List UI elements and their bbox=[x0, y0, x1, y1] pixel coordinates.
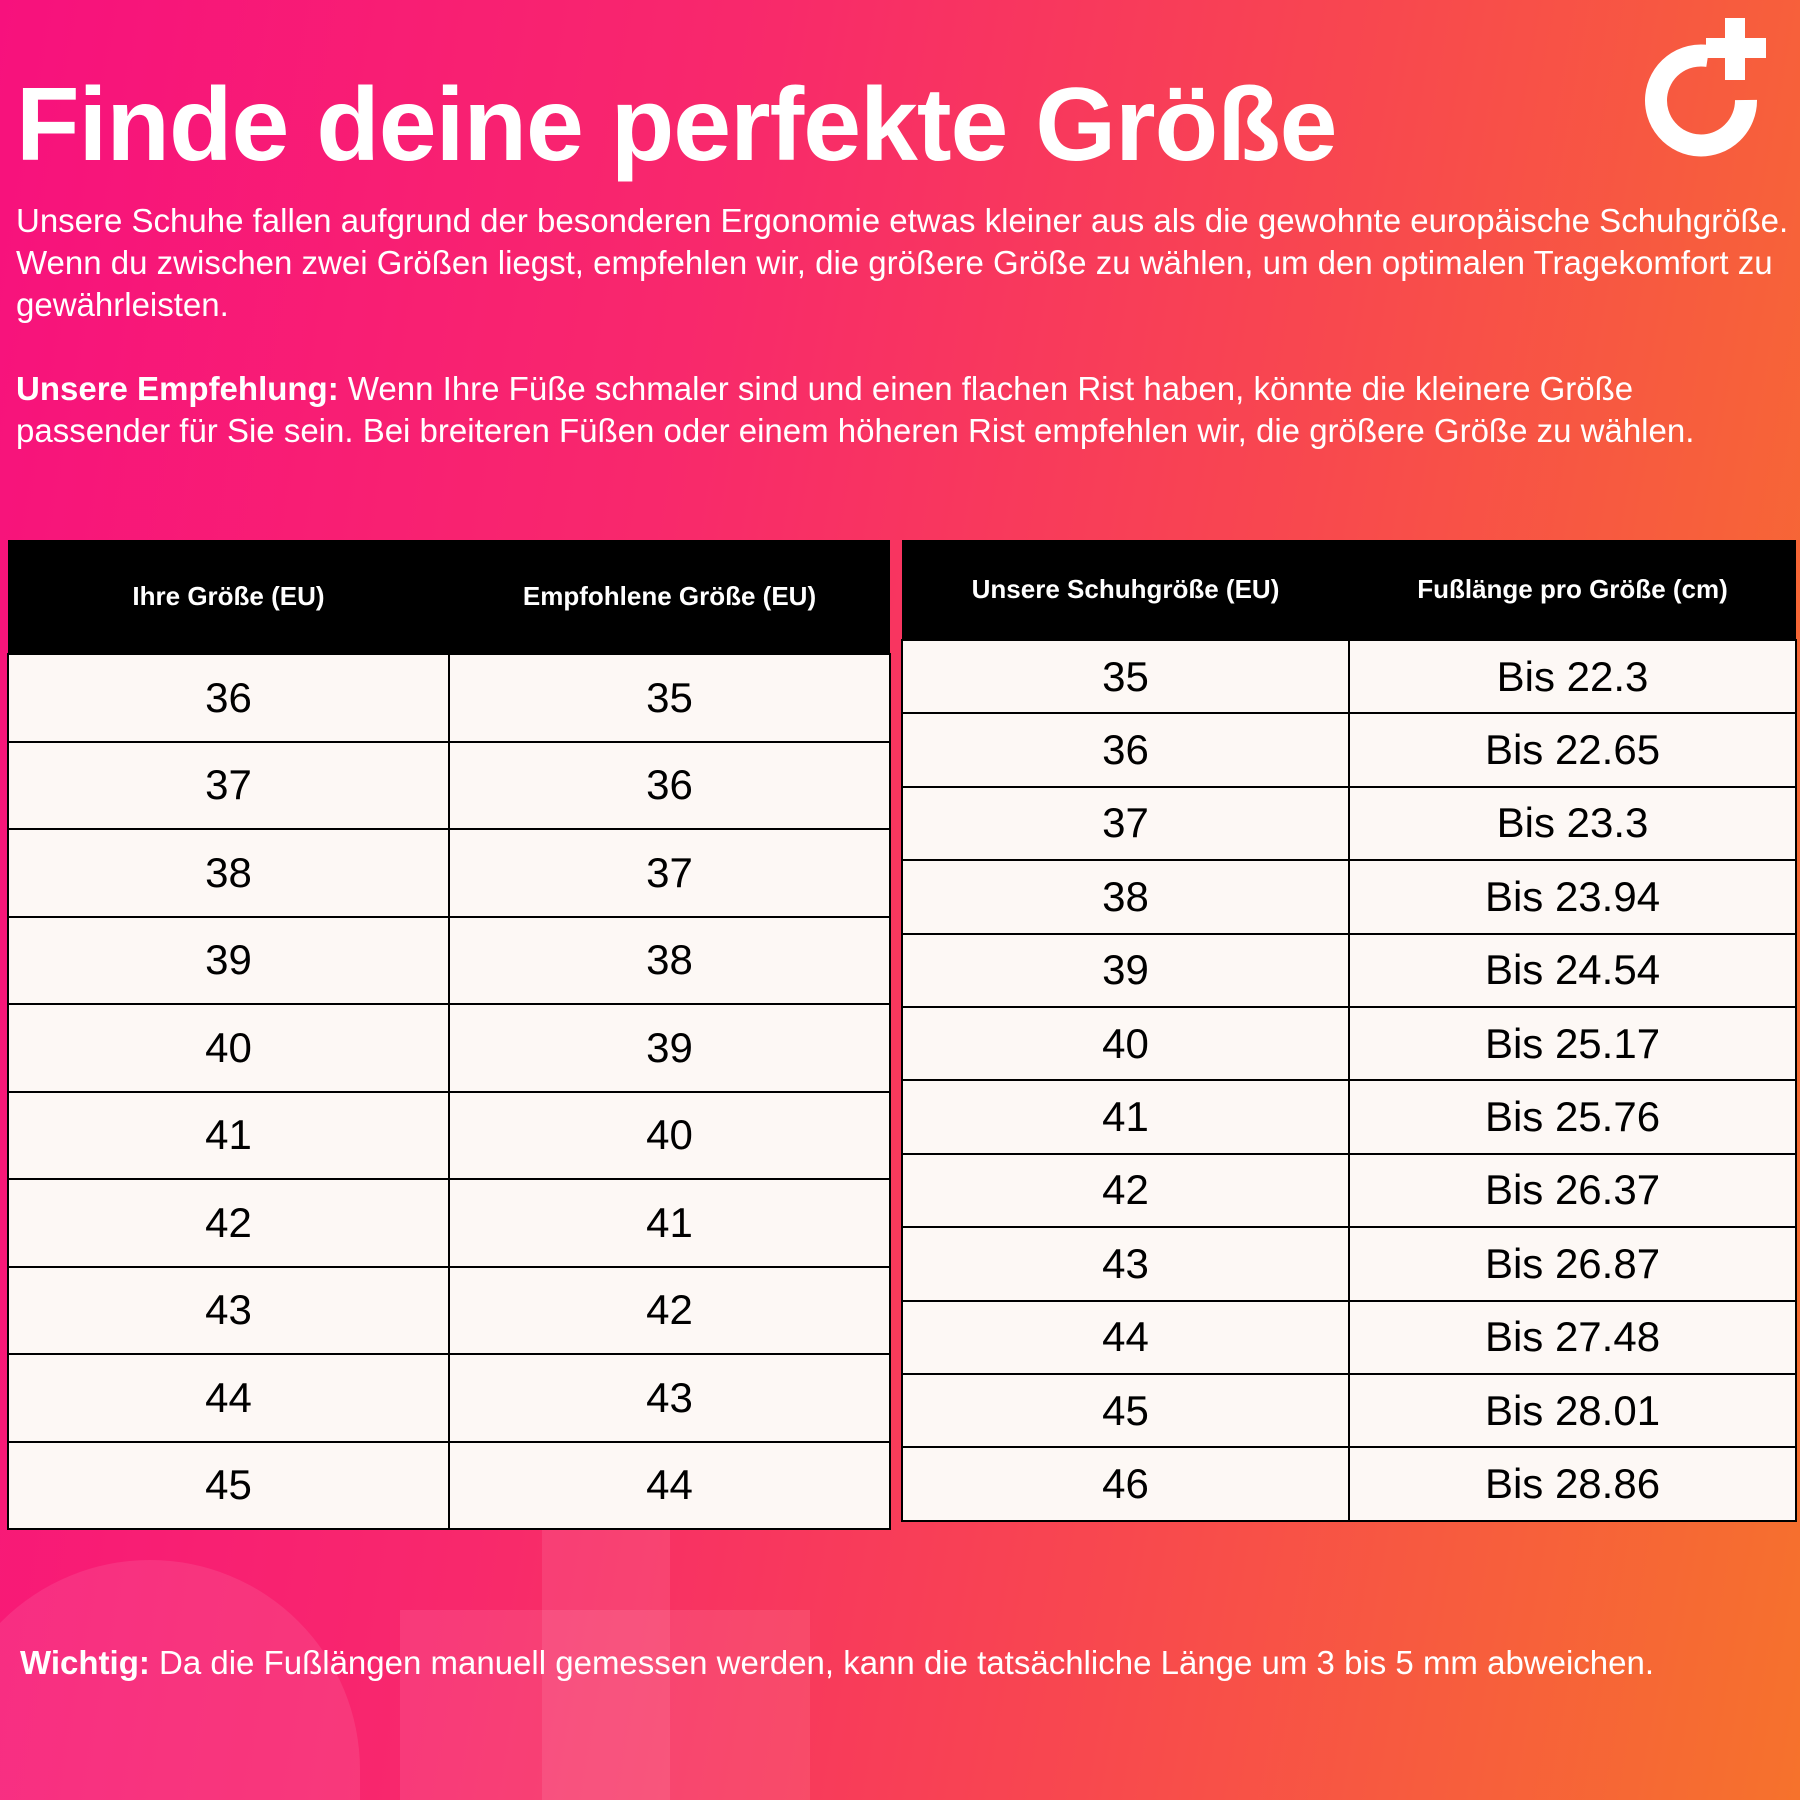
table-cell: 36 bbox=[449, 742, 890, 830]
column-header: Unsere Schuhgröße (EU) bbox=[902, 540, 1349, 640]
table-cell: Bis 22.65 bbox=[1349, 713, 1796, 786]
table-cell: 37 bbox=[8, 742, 449, 830]
foot-length-table bbox=[901, 540, 1797, 1522]
recommendation-text bbox=[16, 368, 1791, 452]
table-cell: 40 bbox=[902, 1007, 1349, 1080]
table-row bbox=[902, 1374, 1796, 1447]
table-cell: 39 bbox=[8, 917, 449, 1005]
table-row bbox=[902, 640, 1796, 713]
table-cell: 42 bbox=[449, 1267, 890, 1355]
table-row bbox=[902, 1007, 1796, 1080]
column-header: Fußlänge pro Größe (cm) bbox=[1349, 540, 1796, 640]
table-row bbox=[902, 1301, 1796, 1374]
table-cell: 35 bbox=[449, 654, 890, 742]
size-conversion-table bbox=[7, 540, 891, 1530]
table-cell: 38 bbox=[449, 917, 890, 1005]
table-cell: 41 bbox=[8, 1092, 449, 1180]
column-header: Ihre Größe (EU) bbox=[8, 540, 449, 654]
table-cell: 42 bbox=[8, 1179, 449, 1267]
table-cell: 42 bbox=[902, 1154, 1349, 1227]
table-cell: 44 bbox=[449, 1442, 890, 1530]
table-cell: 44 bbox=[902, 1301, 1349, 1374]
table-cell: Bis 23.3 bbox=[1349, 787, 1796, 860]
table-cell: Bis 26.87 bbox=[1349, 1227, 1796, 1300]
table-row bbox=[8, 1442, 890, 1530]
table-cell: 40 bbox=[8, 1004, 449, 1092]
table-cell: Bis 28.86 bbox=[1349, 1447, 1796, 1520]
table-cell: 36 bbox=[8, 654, 449, 742]
table-cell: Bis 26.37 bbox=[1349, 1154, 1796, 1227]
table-cell: 45 bbox=[902, 1374, 1349, 1447]
table-cell: 38 bbox=[902, 860, 1349, 933]
table-row bbox=[902, 934, 1796, 1007]
intro-text: Unsere Schuhe fallen aufgrund der besonderen Ergonomie etwas kleiner aus als die gewohnte europäische Schuhgröße. Wenn du zwischen zwei Größen liegst, empfehlen wir, die größere Größe zu wählen, um den optimalen Tragekomfort zu gewährleisten. bbox=[16, 202, 1789, 323]
column-header: Empfohlene Größe (EU) bbox=[449, 540, 890, 654]
table-cell: Bis 27.48 bbox=[1349, 1301, 1796, 1374]
table-cell: 41 bbox=[449, 1179, 890, 1267]
table-row bbox=[8, 1092, 890, 1180]
table-row bbox=[8, 1267, 890, 1355]
table-row bbox=[8, 1004, 890, 1092]
table-row bbox=[8, 917, 890, 1005]
table-cell: Bis 24.54 bbox=[1349, 934, 1796, 1007]
table-row bbox=[8, 742, 890, 830]
table-cell: Bis 25.76 bbox=[1349, 1080, 1796, 1153]
table-cell: 37 bbox=[902, 787, 1349, 860]
table-row bbox=[902, 713, 1796, 786]
table-cell: Bis 28.01 bbox=[1349, 1374, 1796, 1447]
table-row bbox=[8, 654, 890, 742]
table-row bbox=[8, 1354, 890, 1442]
table-cell: 41 bbox=[902, 1080, 1349, 1153]
table-cell: 43 bbox=[8, 1267, 449, 1355]
table-cell: 44 bbox=[8, 1354, 449, 1442]
table-row bbox=[902, 1080, 1796, 1153]
table-cell: 45 bbox=[8, 1442, 449, 1530]
recommendation-body: Wenn Ihre Füße schmaler sind und einen flachen Rist haben, könnte die kleinere Größe passender für Sie sein. Bei breiteren Füßen oder einem höheren Rist empfehlen wir, die größere Größe zu wählen. bbox=[16, 370, 1695, 449]
note-body: Da die Fußlängen manuell gemessen werden, kann die tatsächliche Länge um 3 bis 5 mm abweichen. bbox=[149, 1644, 1655, 1681]
table-row bbox=[902, 1447, 1796, 1520]
recommendation-label: Unsere Empfehlung: bbox=[16, 370, 339, 407]
watermark-plus-horizontal bbox=[400, 1610, 810, 1800]
table-row bbox=[902, 1227, 1796, 1300]
table-cell: Bis 23.94 bbox=[1349, 860, 1796, 933]
table-cell: 38 bbox=[8, 829, 449, 917]
table-cell: 39 bbox=[902, 934, 1349, 1007]
table-row bbox=[902, 1154, 1796, 1227]
table-cell: 43 bbox=[902, 1227, 1349, 1300]
page-title: Finde deine perfekte Größe bbox=[16, 67, 1337, 183]
table-row bbox=[902, 787, 1796, 860]
table-row bbox=[8, 829, 890, 917]
table-cell: 36 bbox=[902, 713, 1349, 786]
table-cell: Bis 25.17 bbox=[1349, 1007, 1796, 1080]
table-row bbox=[8, 1179, 890, 1267]
table-cell: 43 bbox=[449, 1354, 890, 1442]
note-label: Wichtig: bbox=[20, 1644, 150, 1681]
table-cell: 37 bbox=[449, 829, 890, 917]
important-note bbox=[20, 1642, 1795, 1684]
table-row bbox=[902, 860, 1796, 933]
table-cell: 40 bbox=[449, 1092, 890, 1180]
table-cell: Bis 22.3 bbox=[1349, 640, 1796, 713]
table-cell: 35 bbox=[902, 640, 1349, 713]
table-cell: 39 bbox=[449, 1004, 890, 1092]
table-cell: 46 bbox=[902, 1447, 1349, 1520]
circle-plus-logo-icon bbox=[1628, 18, 1778, 163]
